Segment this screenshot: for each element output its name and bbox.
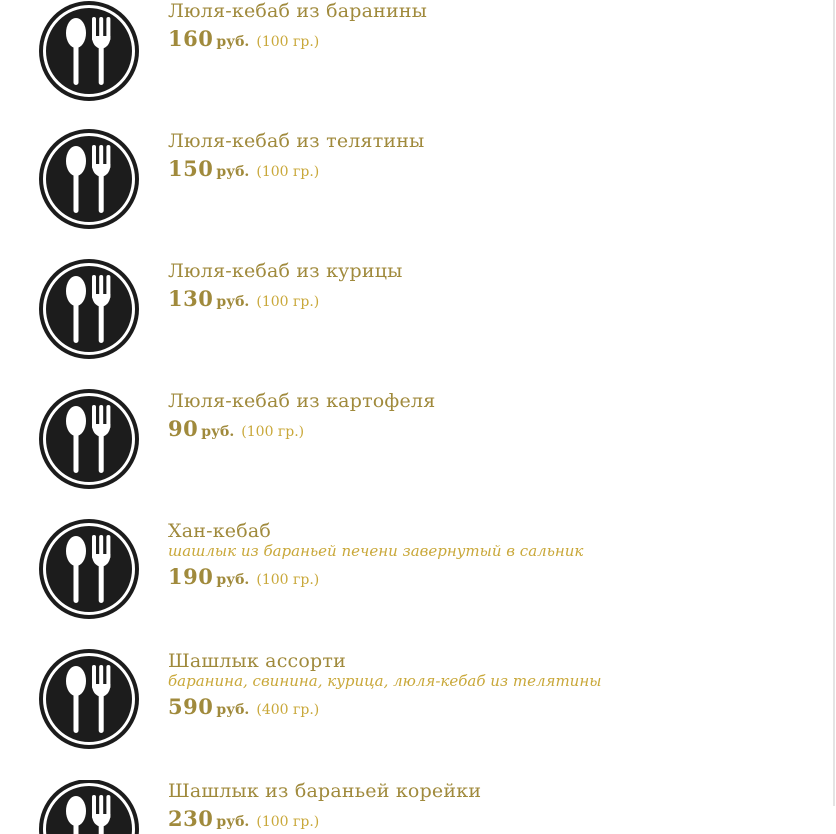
price-row: [168, 694, 808, 723]
spoon-fork-icon[interactable]: [38, 258, 140, 360]
price-row: [168, 806, 808, 834]
currency-label: руб.: [216, 814, 250, 830]
dish-price: 190: [168, 564, 214, 589]
spoon-fork-icon[interactable]: [38, 780, 140, 834]
dish-name[interactable]: Люля-кебаб из баранины: [168, 0, 428, 22]
menu-item-info: [168, 0, 808, 55]
dish-name[interactable]: Шашлык ассорти: [168, 650, 346, 672]
menu-item-info: [168, 780, 808, 834]
spoon-fork-icon[interactable]: [38, 518, 140, 620]
currency-label: руб.: [201, 424, 235, 440]
dish-name[interactable]: Люля-кебаб из картофеля: [168, 390, 436, 412]
menu-item: [0, 520, 830, 650]
spoon-fork-icon[interactable]: [38, 388, 140, 490]
portion-size: (100 гр.): [256, 34, 320, 50]
currency-label: руб.: [216, 294, 250, 310]
portion-size: (100 гр.): [256, 164, 320, 180]
portion-size: (400 гр.): [256, 702, 320, 718]
dish-name[interactable]: Люля-кебаб из курицы: [168, 260, 403, 282]
menu-item: [0, 650, 830, 780]
dish-price: 160: [168, 26, 214, 51]
currency-label: руб.: [216, 34, 250, 50]
spoon-fork-icon[interactable]: [38, 0, 140, 102]
spoon-fork-icon[interactable]: [38, 128, 140, 230]
menu-item: [0, 130, 830, 260]
price-row: [168, 286, 808, 315]
price-row: [168, 26, 808, 55]
dish-price: 230: [168, 806, 214, 831]
menu-item: [0, 260, 830, 390]
menu-item: [0, 0, 830, 130]
portion-size: (100 гр.): [256, 572, 320, 588]
dish-price: 90: [168, 416, 199, 441]
price-row: [168, 416, 808, 445]
currency-label: руб.: [216, 572, 250, 588]
page-border: [833, 0, 835, 806]
menu-item-info: [168, 650, 808, 723]
dish-description: шашлык из бараньей печени завернутый в сальник: [168, 542, 584, 560]
portion-size: (100 гр.): [241, 424, 305, 440]
dish-price: 150: [168, 156, 214, 181]
currency-label: руб.: [216, 702, 250, 718]
dish-price: 590: [168, 694, 214, 719]
price-row: [168, 564, 808, 593]
menu-item: [0, 780, 830, 834]
dish-name[interactable]: Люля-кебаб из телятины: [168, 130, 425, 152]
dish-name[interactable]: Хан-кебаб: [168, 520, 272, 542]
dish-name[interactable]: Шашлык из бараньей корейки: [168, 780, 482, 802]
spoon-fork-icon[interactable]: [38, 648, 140, 750]
menu-item-info: [168, 390, 808, 445]
currency-label: руб.: [216, 164, 250, 180]
menu-item-info: [168, 260, 808, 315]
portion-size: (100 гр.): [256, 294, 320, 310]
price-row: [168, 156, 808, 185]
dish-description: баранина, свинина, курица, люля-кебаб из телятины: [168, 672, 602, 690]
menu-item-info: [168, 130, 808, 185]
dish-price: 130: [168, 286, 214, 311]
menu-item-info: [168, 520, 808, 593]
portion-size: (100 гр.): [256, 814, 320, 830]
menu-item: [0, 390, 830, 520]
